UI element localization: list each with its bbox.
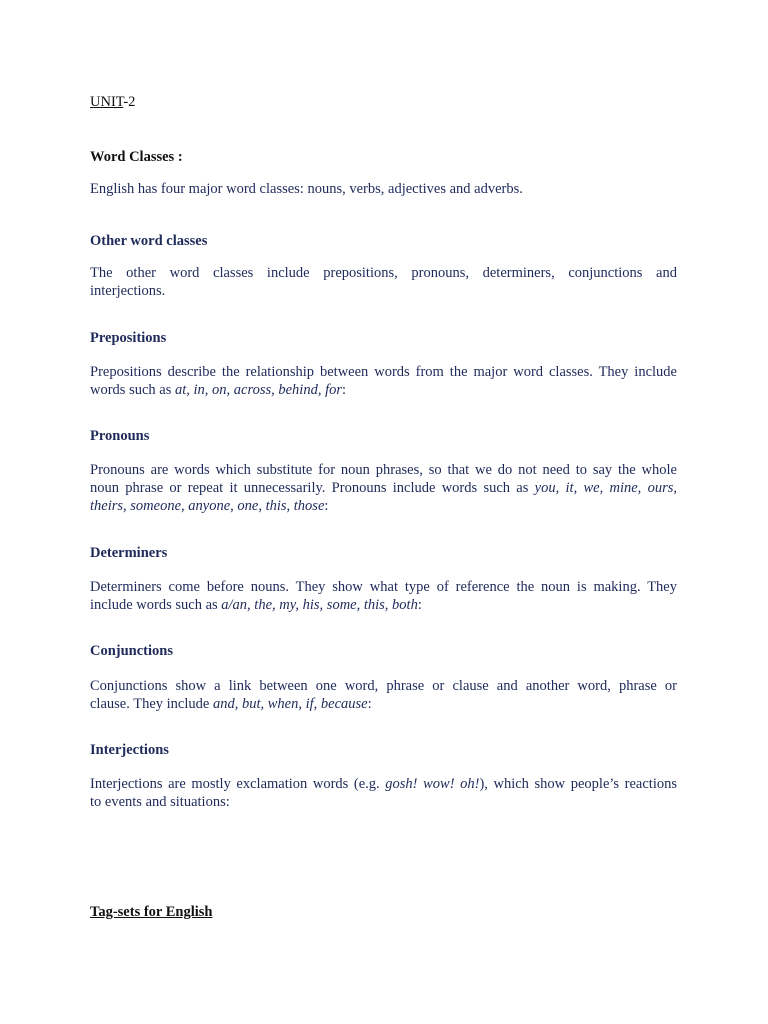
pronouns-end: : [324,498,329,514]
conjunctions-lead: clause. They include [90,696,213,712]
other-word-classes-heading: Other word classes [90,233,208,249]
determiners-heading: Determiners [90,545,168,561]
determiners-line-1: Determiners come before nouns. They show what type of reference the noun is making. They [90,579,677,595]
word-classes-heading: Word Classes : [90,149,183,165]
prepositions-text [90,363,677,399]
pronouns-heading: Pronouns [90,428,150,444]
pronouns-line-1: Pronouns are words which substitute for noun phrases, so that we do not need to say the whole [90,462,677,478]
conjunctions-end: : [367,696,372,712]
determiners-end: : [417,597,422,613]
interjections-text [90,775,677,811]
conjunctions-line-1: Conjunctions show a link between one word, phrase or clause and another word, phrase or [90,678,677,694]
other-word-classes-text [90,264,677,300]
prepositions-heading: Prepositions [90,330,167,346]
interjections-examples: gosh! wow! oh! [385,776,480,792]
conjunctions-heading: Conjunctions [90,643,173,659]
interjections-tail: ), which show people’s reactions [479,776,677,792]
unit-heading [90,93,677,111]
pronouns-lead: noun phrase or repeat it unnecessarily. Pronouns include words such as [90,480,535,496]
unit-word: UNIT [90,94,124,110]
determiners-text [90,578,677,614]
prepositions-lead: words such as [90,382,175,398]
determiners-examples: a/an, the, my, his, some, this, both [221,597,418,613]
other-line-1: The other word classes include prepositions, pronouns, determiners, conjunctions and [90,265,677,281]
unit-number: -2 [123,94,136,110]
pronouns-text [90,461,677,515]
conjunctions-examples: and, but, when, if, because [212,696,368,712]
other-line-2: interjections. [90,283,166,299]
prepositions-examples: at, in, on, across, behind, for [174,382,343,398]
interjections-lead: Interjections are mostly exclamation words (e.g. [90,776,386,792]
pronouns-examples-2: theirs, someone, anyone, one, this, those [90,498,325,514]
prepositions-line-1: Prepositions describe the relationship between words from the major word classes. They include [90,364,677,380]
conjunctions-text [90,677,677,713]
prepositions-end: : [342,382,347,398]
interjections-line-2: to events and situations: [90,794,230,810]
interjections-heading: Interjections [90,742,169,758]
word-classes-text: English has four major word classes: nouns, verbs, adjectives and adverbs. [90,181,523,197]
pronouns-examples-1: you, it, we, mine, ours, [534,480,677,496]
tag-sets-heading: Tag-sets for English [90,904,213,920]
determiners-lead: include words such as [90,597,222,613]
